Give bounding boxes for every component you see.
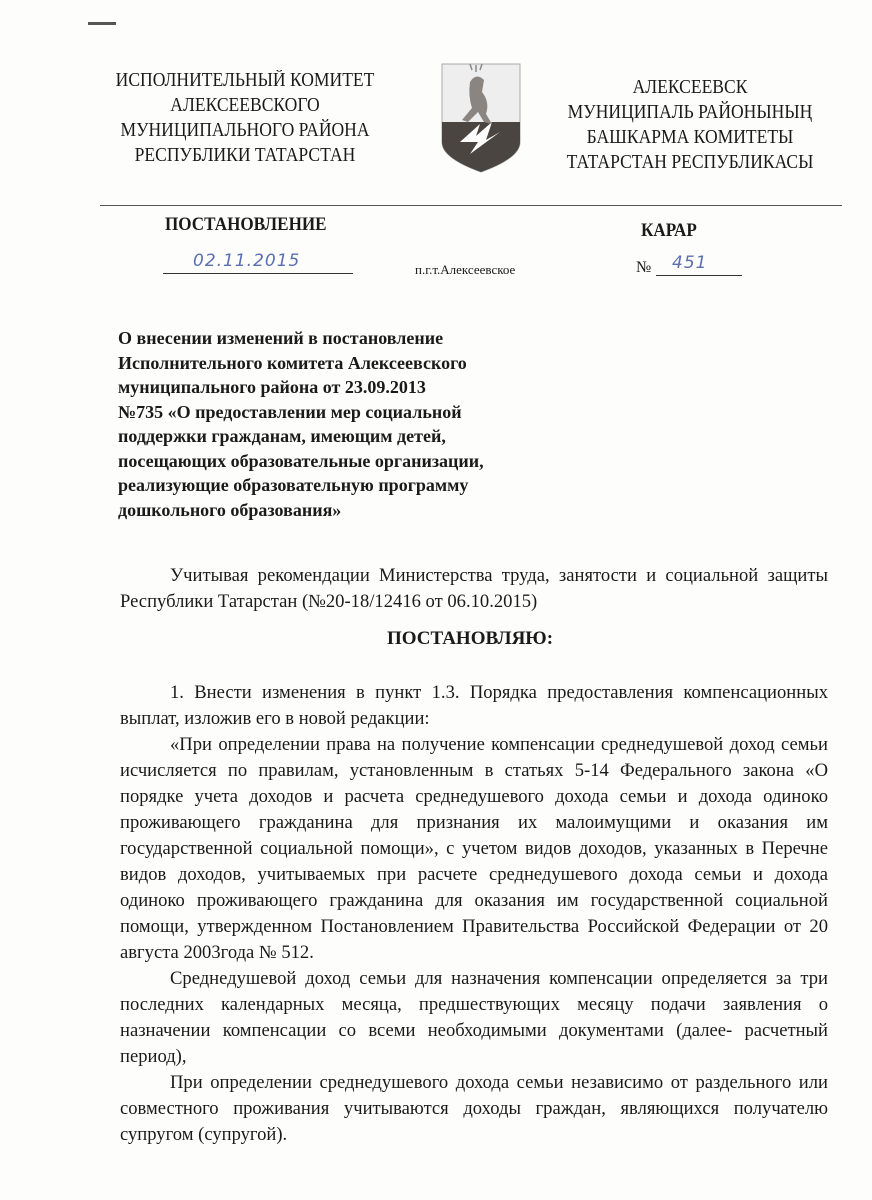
body-paragraph: При определении среднедушевого дохода семьи независимо от раздельного или совместного проживания учитываются доходы граждан, являющихся получателю супругом (супругой). (120, 1072, 828, 1145)
document-title (118, 326, 484, 522)
doc-number: 451 (672, 253, 708, 273)
doc-type-tt: КАРАР (641, 220, 697, 241)
preamble (120, 563, 828, 615)
number-label: № (636, 259, 652, 276)
date-underline (163, 273, 353, 274)
header-left-line: АЛЕКСЕЕВСКОГО (170, 95, 320, 116)
header-left-line: ИСПОЛНИТЕЛЬНЫЙ КОМИТЕТ (115, 70, 375, 91)
title-line: Исполнительного комитета Алексеевского (118, 352, 467, 373)
header-left (110, 68, 380, 168)
header-right-line: МУНИЦИПАЛЬ РАЙОНЫНЫҢ (567, 102, 813, 123)
doc-date: 02.11.2015 (193, 251, 301, 271)
scan-mark (88, 22, 116, 25)
header-right-line: ТАТАРСТАН РЕСПУБЛИКАСЫ (566, 152, 814, 173)
title-line: дошкольного образования» (118, 499, 342, 520)
preamble-text: Учитывая рекомендации Министерства труда, занятости и социальной защиты Республики Татарстан (№20-18/12416 от 06.10.2015) (120, 565, 828, 612)
title-line: №735 «О предоставлении мер социальной (118, 401, 462, 422)
header-divider (100, 205, 842, 206)
header-left-line: МУНИЦИПАЛЬНОГО РАЙОНА (120, 120, 370, 141)
document-body (120, 680, 828, 1148)
body-paragraph: Среднедушевой доход семьи для назначения компенсации определяется за три последних календарных месяца, предшествующих месяцу подачи заявления о назначении компенсации со всеми необходимыми документами (далее- расчетный период), (120, 968, 828, 1067)
title-line: О внесении изменений в постановление (118, 328, 444, 348)
title-line: реализующие образовательную программу (118, 475, 469, 495)
body-paragraph: «При определении права на получение компенсации среднедушевой доход семьи исчисляется по правилам, установленным в статьях 5-14 Федерального закона «О порядке учета доходов и расчета среднедушевого дохода семьи и дохода одиноко проживающего гражданина для признания их малоимущими и оказания им государственной социальной помощи», с учетом видов доходов, указанных в Перечне видов доходов, учитываемых при расчете среднедушевого дохода семьи и дохода одиноко проживающего гражданина для оказания им государственной социальной помощи, утвержденном Постановлением Правительства Российской Федерации от 20 августа 2003года № 512. (120, 734, 828, 963)
doc-type-ru: ПОСТАНОВЛЕНИЕ (165, 214, 327, 235)
title-line: муниципального района от 23.09.2013 (118, 377, 426, 397)
body-paragraph: 1. Внести изменения в пункт 1.3. Порядка предоставления компенсационных выплат, изложив его в новой редакции: (120, 682, 828, 729)
emblem-icon (440, 62, 522, 174)
title-line: поддержки гражданам, имеющим детей, (118, 426, 446, 446)
decree-word: ПОСТАНОВЛЯЮ: (386, 628, 554, 649)
title-line: посещающих образовательные организации, (118, 450, 484, 471)
header-right-line: АЛЕКСЕЕВСК (632, 77, 748, 98)
header-left-line: РЕСПУБЛИКИ ТАТАРСТАН (134, 145, 356, 166)
doc-place: п.г.т.Алексеевское (415, 262, 516, 277)
header-right (551, 75, 830, 175)
number-underline (656, 275, 742, 276)
header-right-line: БАШКАРМА КОМИТЕТЫ (586, 127, 794, 148)
